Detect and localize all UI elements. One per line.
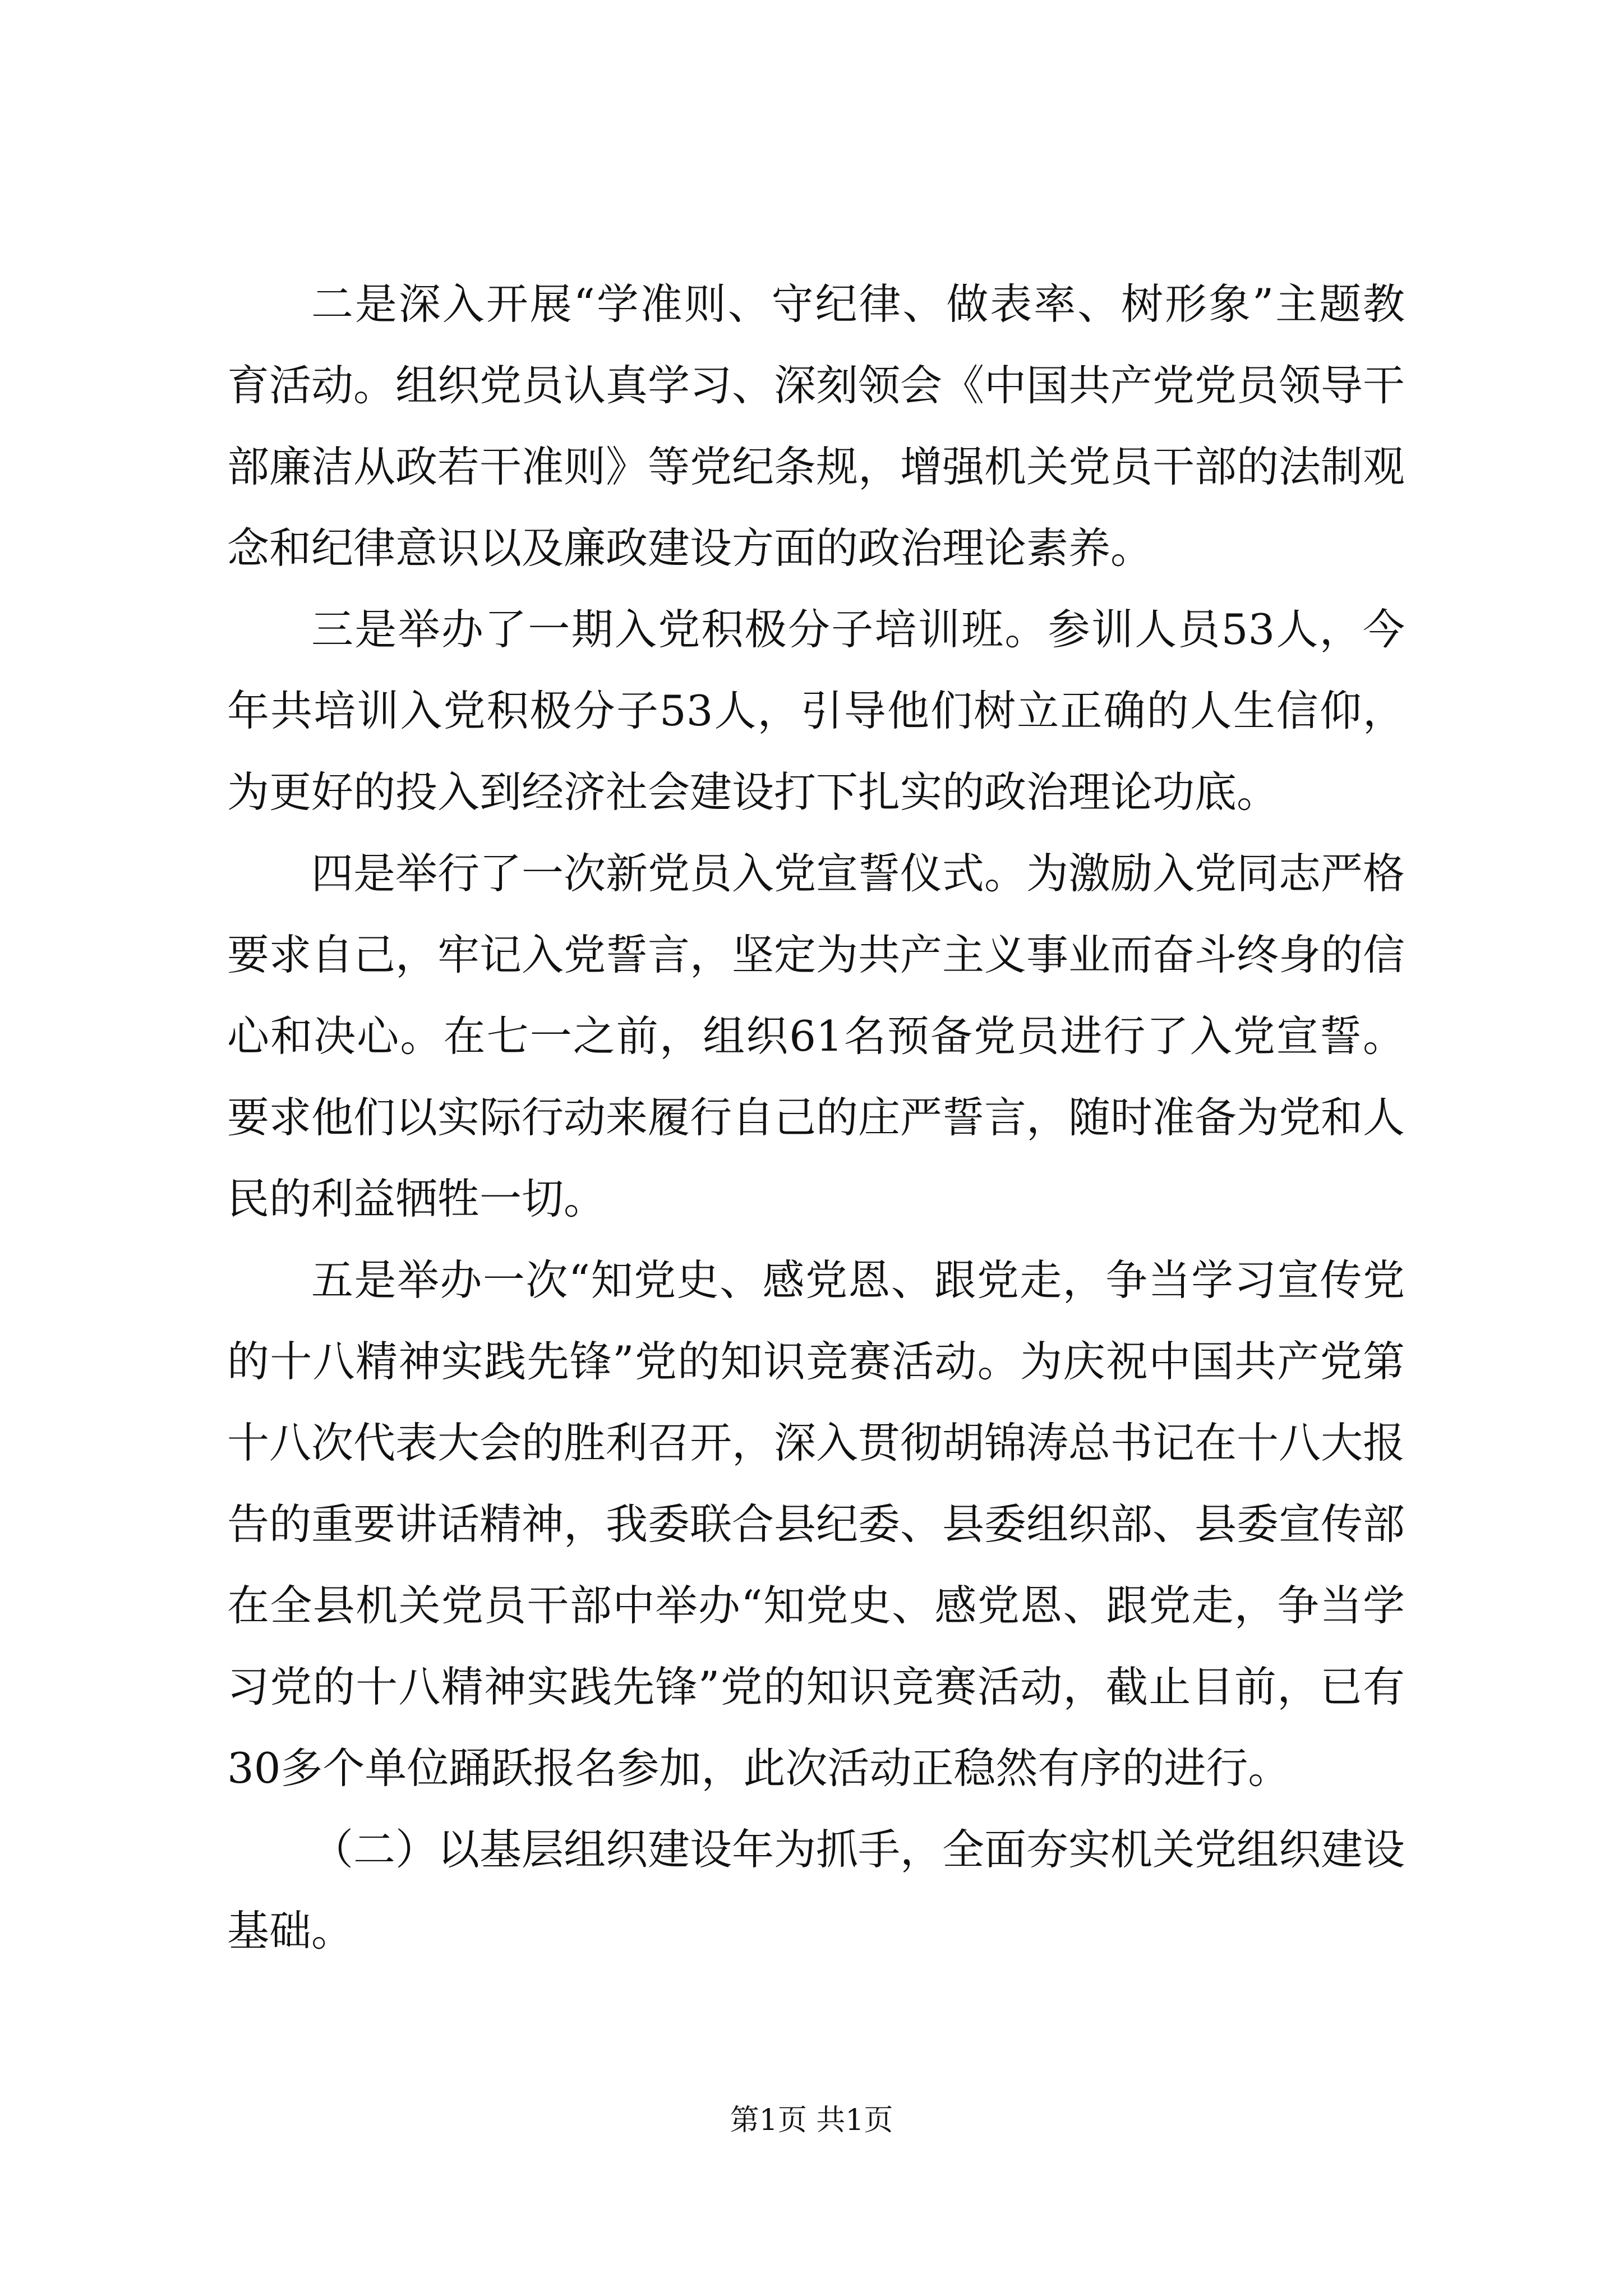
paragraph-two: 二是深入开展“学准则、守纪律、做表率、树形象”主题教育活动。组织党员认真学习、深刻领会《中国共产党党员领导干部廉洁从政若干准则》等党纪条规，增强机关党员干部的法制观念和纪律意识以及廉政建设方面的政治理论素养。 [227,279,1405,573]
paragraph-five: 五是举办一次“知党史、感党恩、跟党走，争当学习宣传党的十八精神实践先锋”党的知识竞赛活动。为庆祝中国共产党第十八次代表大会的胜利召开，深入贯彻胡锦涛总书记在十八大报告的重要讲话精神，我委联合县纪委、县委组织部、县委宣传部在全县机关党员干部中举办“知党史、感党恩、跟党走，争当学习党的十八精神实践先锋”党的知识竞赛活动，截止目前，已有30多个单位踊跃报名参加，此次活动正稳然有序的进行。 [227,1255,1405,1793]
document-body [227,264,1405,1972]
paragraph-four: 四是举行了一次新党员入党宣誓仪式。为激励入党同志严格要求自己，牢记入党誓言，坚定为共产主义事业而奋斗终身的信心和决心。在七一之前，组织61名预备党员进行了入党宣誓。要求他们以实际行动来履行自己的庄严誓言，随时准备为党和人民的利益牺牲一切。 [227,849,1405,1223]
section-heading-two: （二）以基层组织建设年为抓手，全面夯实机关党组织建设基础。 [227,1825,1405,1955]
paragraph-three: 三是举办了一期入党积极分子培训班。参训人员53人，今年共培训入党积极分子53人，引导他们树立正确的人生信仰，为更好的投入到经济社会建设打下扎实的政治理论功底。 [227,605,1405,817]
page-footer: 第1页 共1页 [730,2104,893,2137]
